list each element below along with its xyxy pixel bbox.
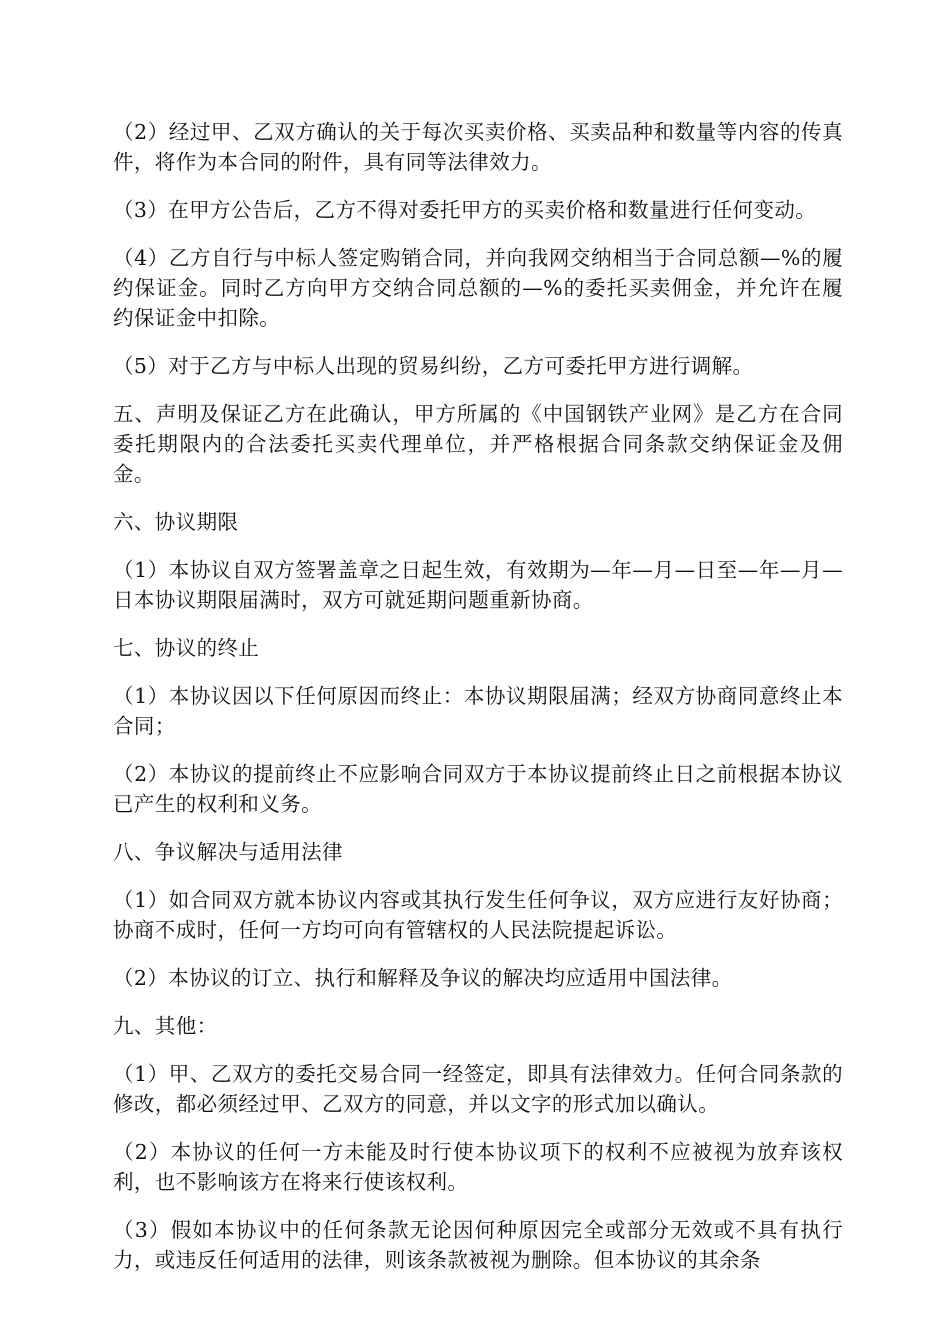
clause-9-1: （1）甲、乙双方的委托交易合同一经签定，即具有法律效力。任何合同条款的修改，都必须经过甲、乙双方的同意，并以文字的形式加以确认。 [113, 1062, 843, 1116]
clause-7-2: （2）本协议的提前终止不应影响合同双方于本协议提前终止日之前根据本协议已产生的权利和义务。 [113, 762, 843, 816]
section-5-declaration: 五、声明及保证乙方在此确认，甲方所属的《中国钢铁产业网》是乙方在合同委托期限内的合法委托买卖代理单位，并严格根据合同条款交纳保证金及佣金。 [113, 402, 843, 486]
clause-7-1: （1）本协议因以下任何原因而终止：本协议期限届满；经双方协商同意终止本合同； [113, 684, 843, 738]
clause-6-1: （1）本协议自双方签署盖章之日起生效，有效期为—年—月—日至—年—月—日本协议期限届满时，双方可就延期问题重新协商。 [113, 558, 843, 612]
section-9-heading: 九、其他： [113, 1014, 218, 1038]
clause-8-1: （1）如合同双方就本协议内容或其执行发生任何争议，双方应进行友好协商；协商不成时，任何一方均可向有管辖权的人民法院提起诉讼。 [113, 888, 843, 942]
clause-4-4: （4）乙方自行与中标人签定购销合同，并向我网交纳相当于合同总额—%的履约保证金。同时乙方向甲方交纳合同总额的—%的委托买卖佣金，并允许在履约保证金中扣除。 [113, 246, 843, 330]
clause-8-2: （2）本协议的订立、执行和解释及争议的解决均应适用中国法律。 [113, 966, 733, 990]
clause-4-2: （2）经过甲、乙双方确认的关于每次买卖价格、买卖品种和数量等内容的传真件，将作为本合同的附件，具有同等法律效力。 [113, 120, 843, 174]
clause-4-3: （3）在甲方公告后，乙方不得对委托甲方的买卖价格和数量进行任何变动。 [113, 198, 817, 222]
clause-4-5: （5）对于乙方与中标人出现的贸易纠纷，乙方可委托甲方进行调解。 [113, 354, 754, 378]
document-body [113, 117, 843, 1293]
section-6-heading: 六、协议期限 [113, 510, 239, 534]
section-7-heading: 七、协议的终止 [113, 636, 260, 660]
clause-9-2: （2）本协议的任何一方未能及时行使本协议项下的权利不应被视为放弃该权利，也不影响该方在将来行使该权利。 [113, 1140, 843, 1194]
section-8-heading: 八、争议解决与适用法律 [113, 840, 343, 864]
clause-9-3: （3）假如本协议中的任何条款无论因何种原因完全或部分无效或不具有执行力，或违反任何适用的法律，则该条款被视为删除。但本协议的其余条 [113, 1218, 843, 1272]
